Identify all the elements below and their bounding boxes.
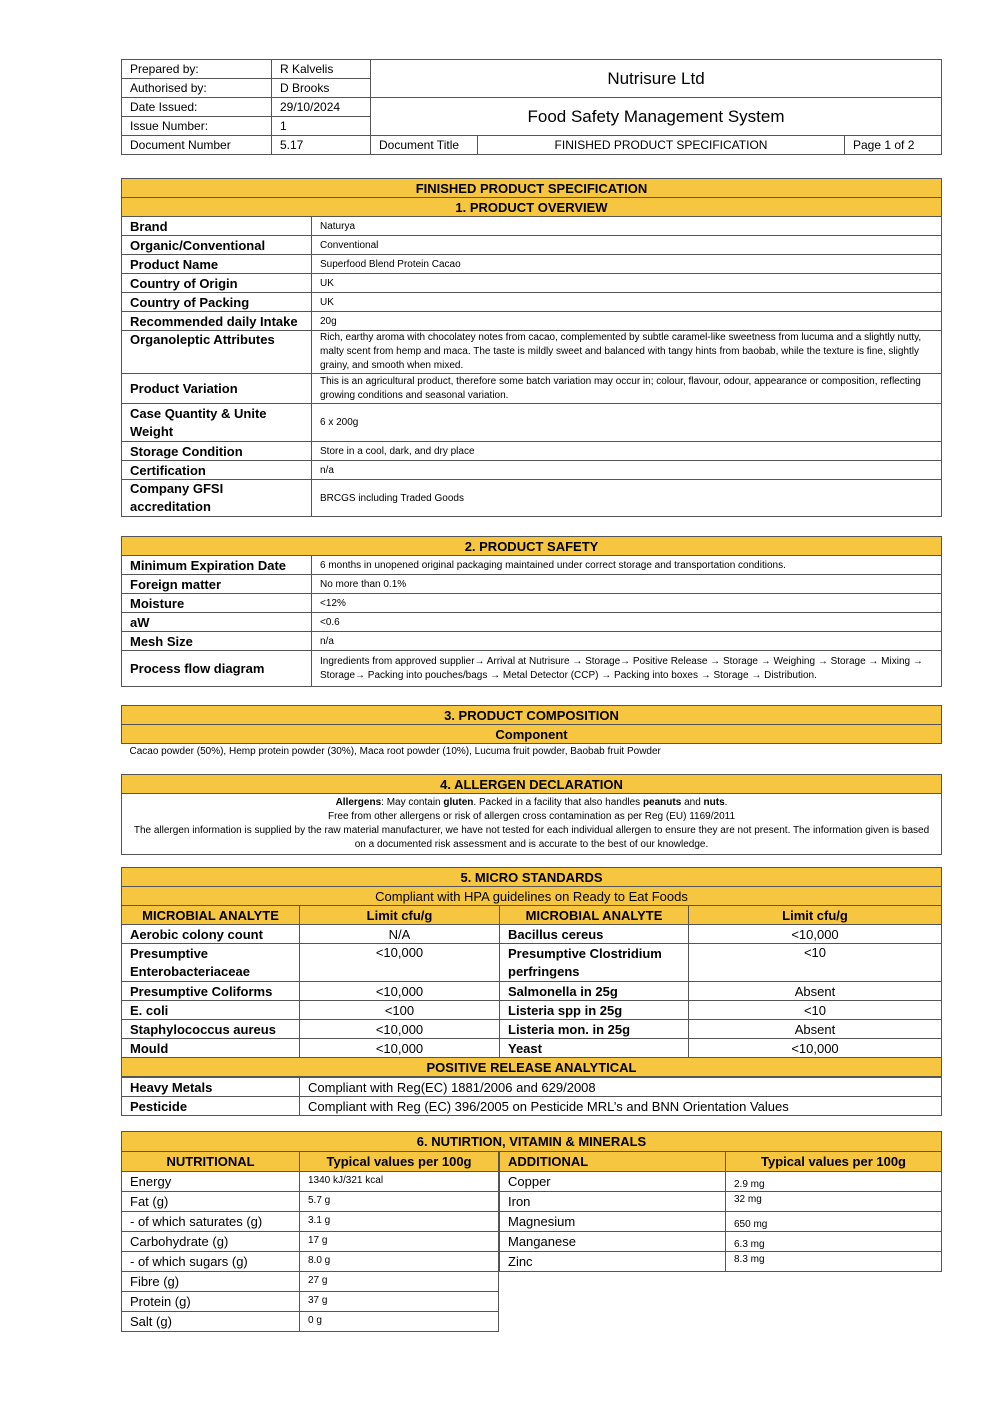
overview-value: UK (312, 293, 942, 312)
nutrient-value: 8.0 g (300, 1252, 499, 1272)
micro-analyte: E. coli (122, 1001, 300, 1020)
overview-label: Product Variation (122, 374, 312, 404)
allergen-table (121, 774, 942, 855)
positive-release-table (121, 1077, 942, 1116)
safety-label: Process flow diagram (122, 651, 312, 687)
nutrient-value: 3.1 g (300, 1212, 499, 1232)
product-safety-table (121, 536, 942, 687)
overview-label: Brand (122, 217, 312, 236)
overview-label: Company GFSI accreditation (122, 480, 312, 517)
micro-analyte: Salmonella in 25g (500, 982, 689, 1001)
spec-main-title: FINISHED PRODUCT SPECIFICATION (122, 179, 942, 198)
micro-limit: <10,000 (300, 1039, 500, 1058)
mineral-name: Manganese (500, 1232, 726, 1252)
nutrition-col-header: Typical values per 100g (300, 1152, 499, 1172)
overview-section-title: 1. PRODUCT OVERVIEW (122, 198, 942, 217)
micro-limit: <10,000 (300, 982, 500, 1001)
document-number-label: Document Number (122, 136, 272, 155)
safety-label: Moisture (122, 594, 312, 613)
micro-analyte: Presumptive Coliforms (122, 982, 300, 1001)
authorised-by-label: Authorised by: (122, 79, 272, 98)
micro-limit: <10,000 (300, 1020, 500, 1039)
nutrient-name: - of which saturates (g) (122, 1212, 300, 1232)
micro-limit: N/A (300, 925, 500, 944)
document-header (121, 59, 942, 155)
composition-subtitle: Component (122, 725, 942, 744)
page-number: Page 1 of 2 (845, 136, 942, 155)
additional-col-header: Typical values per 100g (726, 1152, 942, 1172)
overview-value: Superfood Blend Protein Cacao (312, 255, 942, 274)
prepared-by-label: Prepared by: (122, 60, 272, 79)
allergen-body (122, 794, 942, 855)
nutrient-value: 37 g (300, 1292, 499, 1312)
nutrition-title-table (121, 1131, 942, 1152)
micro-analyte: Listeria spp in 25g (500, 1001, 689, 1020)
nutrient-name: Salt (g) (122, 1312, 300, 1332)
mineral-name: Zinc (500, 1252, 726, 1272)
issue-number-value: 1 (272, 117, 371, 136)
authorised-by-value: D Brooks (272, 79, 371, 98)
overview-label: Country of Packing (122, 293, 312, 312)
micro-analyte: Bacillus cereus (500, 925, 689, 944)
mineral-value: 32 mg (726, 1192, 942, 1212)
micro-col-header: Limit cfu/g (300, 906, 500, 925)
safety-value: 6 months in unopened original packaging maintained under correct storage and transportation conditions. (312, 556, 942, 575)
composition-text: Cacao powder (50%), Hemp protein powder (30%), Maca root powder (10%), Lucuma fruit powder, Baobab fruit Powder (122, 744, 942, 760)
nutrition-table (121, 1151, 499, 1332)
allergen-section-title: 4. ALLERGEN DECLARATION (122, 775, 942, 794)
overview-value: 6 x 200g (312, 404, 942, 442)
release-value: Compliant with Reg(EC) 1881/2006 and 629/2008 (300, 1078, 942, 1097)
safety-label: aW (122, 613, 312, 632)
overview-value: Conventional (312, 236, 942, 255)
micro-limit: <10 (689, 1001, 942, 1020)
issue-number-label: Issue Number: (122, 117, 272, 136)
safety-value: <0.6 (312, 613, 942, 632)
nutrition-section-title: 6. NUTIRTION, VITAMIN & MINERALS (122, 1132, 942, 1152)
mineral-value: 6.3 mg (726, 1232, 942, 1252)
safety-value: <12% (312, 594, 942, 613)
overview-label: Organoleptic Attributes (122, 331, 312, 374)
overview-label: Country of Origin (122, 274, 312, 293)
micro-analyte: Staphylococcus aureus (122, 1020, 300, 1039)
overview-value: This is an agricultural product, therefore some batch variation may occur in; colour, flavour, odour, appearance or composition, reflecting growing conditions and seasonal variation. (312, 374, 942, 404)
nutrient-name: Fibre (g) (122, 1272, 300, 1292)
nutrient-name: Fat (g) (122, 1192, 300, 1212)
safety-label: Minimum Expiration Date (122, 556, 312, 575)
micro-analyte: Presumptive Enterobacteriaceae (122, 944, 300, 982)
micro-section-title: 5. MICRO STANDARDS (122, 868, 942, 887)
micro-limit: <10,000 (689, 1039, 942, 1058)
overview-value: Rich, earthy aroma with chocolatey notes from cacao, complemented by subtle caramel-like sweetness from lucuma and a slightly nutty, malty scent from hemp and maca. The taste is mildly sweet and balanced with tangy hints from baobab, while the texture is fine, slightly grainy, and smooth when mixed. (312, 331, 942, 374)
overview-value: UK (312, 274, 942, 293)
micro-analyte: Yeast (500, 1039, 689, 1058)
micro-limit: <10,000 (300, 944, 500, 982)
nutrient-value: 5.7 g (300, 1192, 499, 1212)
overview-value: BRCGS including Traded Goods (312, 480, 942, 517)
company-name: Nutrisure Ltd (371, 60, 942, 98)
overview-value: n/a (312, 461, 942, 480)
document-title-label: Document Title (371, 136, 478, 155)
safety-label: Foreign matter (122, 575, 312, 594)
nutrient-name: - of which sugars (g) (122, 1252, 300, 1272)
nutrition-col-header: NUTRITIONAL (122, 1152, 300, 1172)
micro-col-header: MICROBIAL ANALYTE (500, 906, 689, 925)
micro-limit: Absent (689, 1020, 942, 1039)
nutrient-name: Protein (g) (122, 1292, 300, 1312)
document-number-value: 5.17 (272, 136, 371, 155)
overview-label: Recommended daily Intake (122, 312, 312, 331)
release-value: Compliant with Reg (EC) 396/2005 on Pesticide MRL’s and BNN Orientation Values (300, 1097, 942, 1116)
micro-analyte: Mould (122, 1039, 300, 1058)
mineral-value: 8.3 mg (726, 1252, 942, 1272)
nutrient-name: Carbohydrate (g) (122, 1232, 300, 1252)
release-label: Heavy Metals (122, 1078, 300, 1097)
overview-label: Organic/Conventional (122, 236, 312, 255)
overview-value: 20g (312, 312, 942, 331)
micro-limit: <10,000 (689, 925, 942, 944)
nutrient-value: 1340 kJ/321 kcal (300, 1172, 499, 1192)
overview-value: Naturya (312, 217, 942, 236)
nutrient-value: 27 g (300, 1272, 499, 1292)
additional-col-header: ADDITIONAL (500, 1152, 726, 1172)
allergen-line-2: Free from other allergens or risk of allergen cross contamination as per Reg (EU) 1169/2011 (327, 811, 736, 822)
micro-analyte: Presumptive Clostridium perfringens (500, 944, 689, 982)
safety-label: Mesh Size (122, 632, 312, 651)
micro-limit: Absent (689, 982, 942, 1001)
allergen-line-3: The allergen information is supplied by the raw material manufacturer, we have not tested for each individual allergen to ensure they are not present. The information given is based on a documented risk assessment and is accurate to the best of our knowledge. (133, 825, 930, 850)
composition-section-title: 3. PRODUCT COMPOSITION (122, 706, 942, 725)
micro-col-header: MICROBIAL ANALYTE (122, 906, 300, 925)
overview-label: Certification (122, 461, 312, 480)
mineral-name: Copper (500, 1172, 726, 1192)
mineral-name: Magnesium (500, 1212, 726, 1232)
system-name: Food Safety Management System (371, 98, 942, 136)
safety-value: No more than 0.1% (312, 575, 942, 594)
mineral-name: Iron (500, 1192, 726, 1212)
date-issued-value: 29/10/2024 (272, 98, 371, 117)
safety-value: n/a (312, 632, 942, 651)
nutrient-name: Energy (122, 1172, 300, 1192)
mineral-value: 2.9 mg (726, 1172, 942, 1192)
micro-subtitle: Compliant with HPA guidelines on Ready to Eat Foods (122, 887, 942, 906)
micro-analyte: Aerobic colony count (122, 925, 300, 944)
product-overview-table (121, 178, 942, 517)
overview-value: Store in a cool, dark, and dry place (312, 442, 942, 461)
additional-table (499, 1151, 942, 1272)
micro-standards-table (121, 867, 942, 1077)
safety-value: Ingredients from approved supplier→ Arrival at Nutrisure → Storage→ Positive Release → Storage → Weighing → Storage → Mixing → Storage→ Packing into pouches/bags → Metal Detector (CCP) → Packing into boxes → Storage → Distribution. (312, 651, 942, 687)
safety-section-title: 2. PRODUCT SAFETY (122, 537, 942, 556)
date-issued-label: Date Issued: (122, 98, 272, 117)
mineral-value: 650 mg (726, 1212, 942, 1232)
micro-analyte: Listeria mon. in 25g (500, 1020, 689, 1039)
positive-release-title: POSITIVE RELEASE ANALYTICAL (122, 1058, 942, 1077)
micro-col-header: Limit cfu/g (689, 906, 942, 925)
product-composition-table (121, 705, 942, 759)
nutrient-value: 17 g (300, 1232, 499, 1252)
overview-label: Product Name (122, 255, 312, 274)
micro-limit: <100 (300, 1001, 500, 1020)
release-label: Pesticide (122, 1097, 300, 1116)
allergen-line-1: Allergens: May contain gluten. Packed in a facility that also handles peanuts and nuts. (335, 797, 728, 808)
micro-limit: <10 (689, 944, 942, 982)
prepared-by-value: R Kalvelis (272, 60, 371, 79)
document-title-value: FINISHED PRODUCT SPECIFICATION (478, 136, 845, 155)
nutrient-value: 0 g (300, 1312, 499, 1332)
overview-label: Case Quantity & Unite Weight (122, 404, 312, 442)
overview-label: Storage Condition (122, 442, 312, 461)
